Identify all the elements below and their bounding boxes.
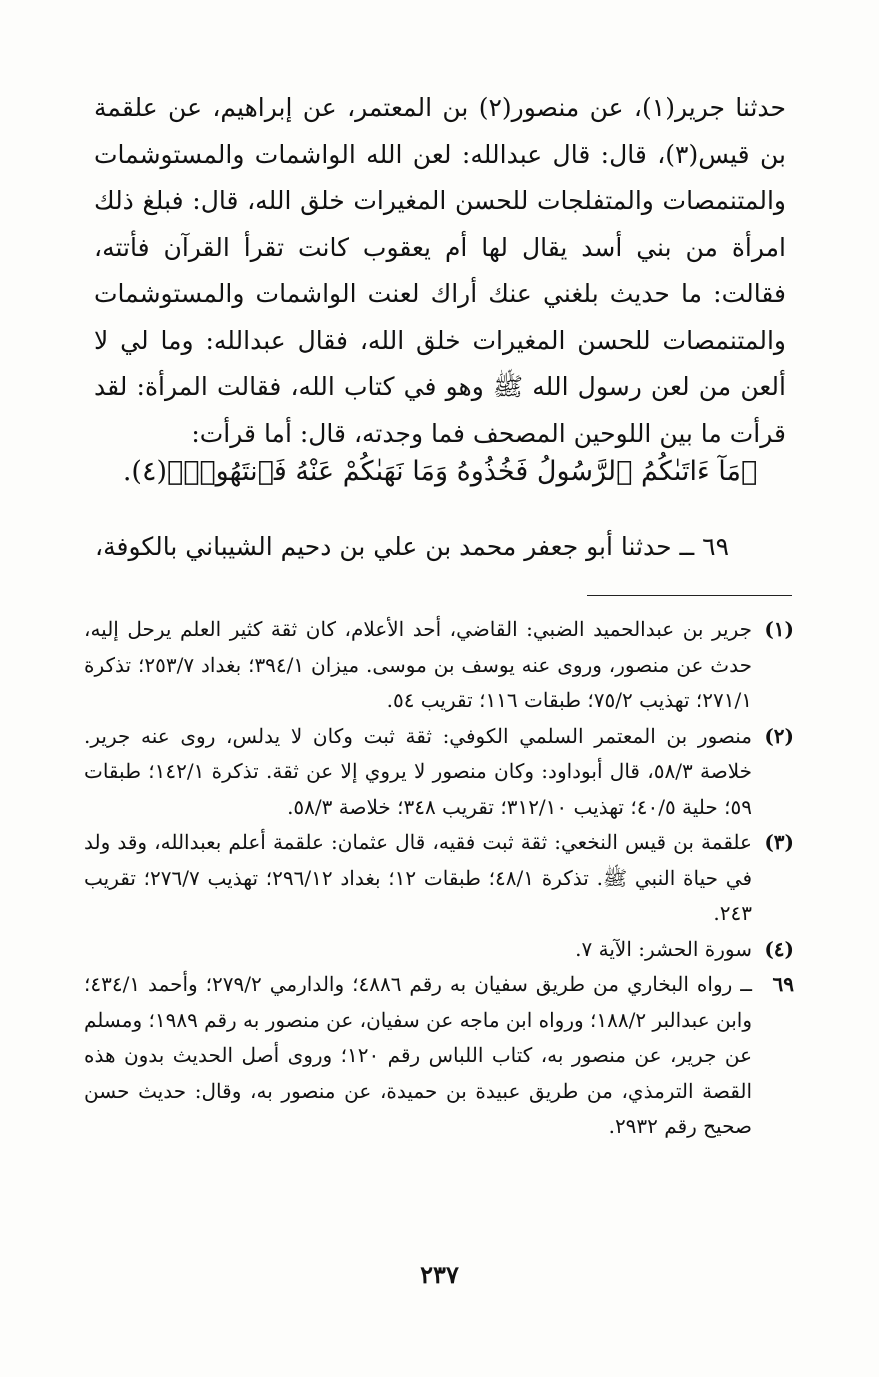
footnote-69	[84, 967, 794, 1145]
footnote-4	[84, 932, 794, 968]
footnote-text: ــ رواه البخاري من طريق سفيان به رقم ٤٨٨٦؛ والدارمي ٢٧٩/٢؛ وأحمد ٤٣٤/١؛ وابن عبدالبر ١٨٨/٢؛ ورواه ابن ماجه عن سفيان، عن منصور به رقم ١٩٨٩؛ ومسلم عن جرير، عن منصور به، كتاب اللباس رقم ١٢٠؛ وروى أصل الحديث بدون هذه القصة الترمذي، من طريق عبيدة بن حميدة، عن منصور به، وقال: حديث حسن صحيح رقم ٢٩٣٢.	[83, 972, 753, 1138]
footnote-number: ٦٩	[772, 972, 794, 996]
footnote-separator	[587, 595, 792, 596]
footnotes-section	[84, 612, 794, 1145]
footnote-number: (٣)	[764, 830, 794, 854]
footnote-number: (٤)	[764, 936, 794, 961]
quran-verse: ﴿مَآ ءَاتَىٰكُمُ ٱلرَّسُولُ فَخُذُوهُ وَمَا نَهَىٰكُمْ عَنْهُ فَٱنتَهُوا۟﴾(٤).	[122, 456, 758, 487]
footnote-text: منصور بن المعتمر السلمي الكوفي: ثقة ثبت وكان لا يدلس، روى عنه جرير. خلاصة ٥٨/٣، قال أبوداود: وكان منصور لا يروي إلا عن ثقة. تذكرة ١٤٢/١؛ طبقات ٥٩؛ حلية ٤٠/٥؛ تهذيب ٣١٢/١٠؛ تقريب ٣٤٨؛ خلاصة ٥٨/٣.	[84, 723, 752, 819]
footnote-3	[84, 825, 794, 932]
footnote-text: سورة الحشر: الآية ٧.	[575, 936, 752, 961]
hadith-69-heading: ٦٩ ــ حدثنا أبو جعفر محمد بن علي بن دحيم الشيباني بالكوفة،	[95, 532, 729, 561]
footnote-number: (٢)	[764, 723, 794, 748]
page-number: ٢٣٧	[420, 1260, 459, 1289]
footnote-number: (١)	[764, 617, 794, 641]
hadith-paragraph: حدثنا جرير(١)، عن منصور(٢) بن المعتمر، عن إبراهيم، عن علقمة بن قيس(٣)، قال: قال عبدالله: لعن الله الواشمات والمستوشمات والمتنمصات والمتفلجات للحسن المغيرات خلق الله، قال: فبلغ ذلك امرأة من بني أسد يقال لها أم يعقوب كانت تقرأ القرآن فأتته، فقالت: ما حديث بلغني عنك أراك لعنت الواشمات والمستوشمات والمتنمصات للحسن المغيرات خلق الله، فقال عبدالله: وما لي لا ألعن من لعن رسول الله ﷺ وهو في كتاب الله، فقالت المرأة: لقد قرأت ما بين اللوحين المصحف فما وجدته، قال: أما قرأت:	[94, 93, 786, 448]
footnote-text: جرير بن عبدالحميد الضبي: القاضي، أحد الأعلام، كان ثقة كثير العلم يرحل إليه، حدث عن منصور، وروى عنه يوسف بن موسى. ميزان ٣٩٤/١؛ بغداد ٢٥٣/٧؛ تذكرة ٢٧١/١؛ تهذيب ٧٥/٢؛ طبقات ١١٦؛ تقريب ٥٤.	[84, 617, 752, 712]
footnote-2	[84, 719, 794, 826]
main-text	[94, 85, 786, 457]
footnote-text: علقمة بن قيس النخعي: ثقة ثبت فقيه، قال عثمان: علقمة أعلم بعبدالله، وقد ولد في حياة النبي ﷺ. تذكرة ٤٨/١؛ طبقات ١٢؛ بغداد ٢٩٦/١٢؛ تهذيب ٢٧٦/٧؛ تقريب ٢٤٣.	[84, 830, 752, 925]
footnote-1	[84, 612, 794, 719]
